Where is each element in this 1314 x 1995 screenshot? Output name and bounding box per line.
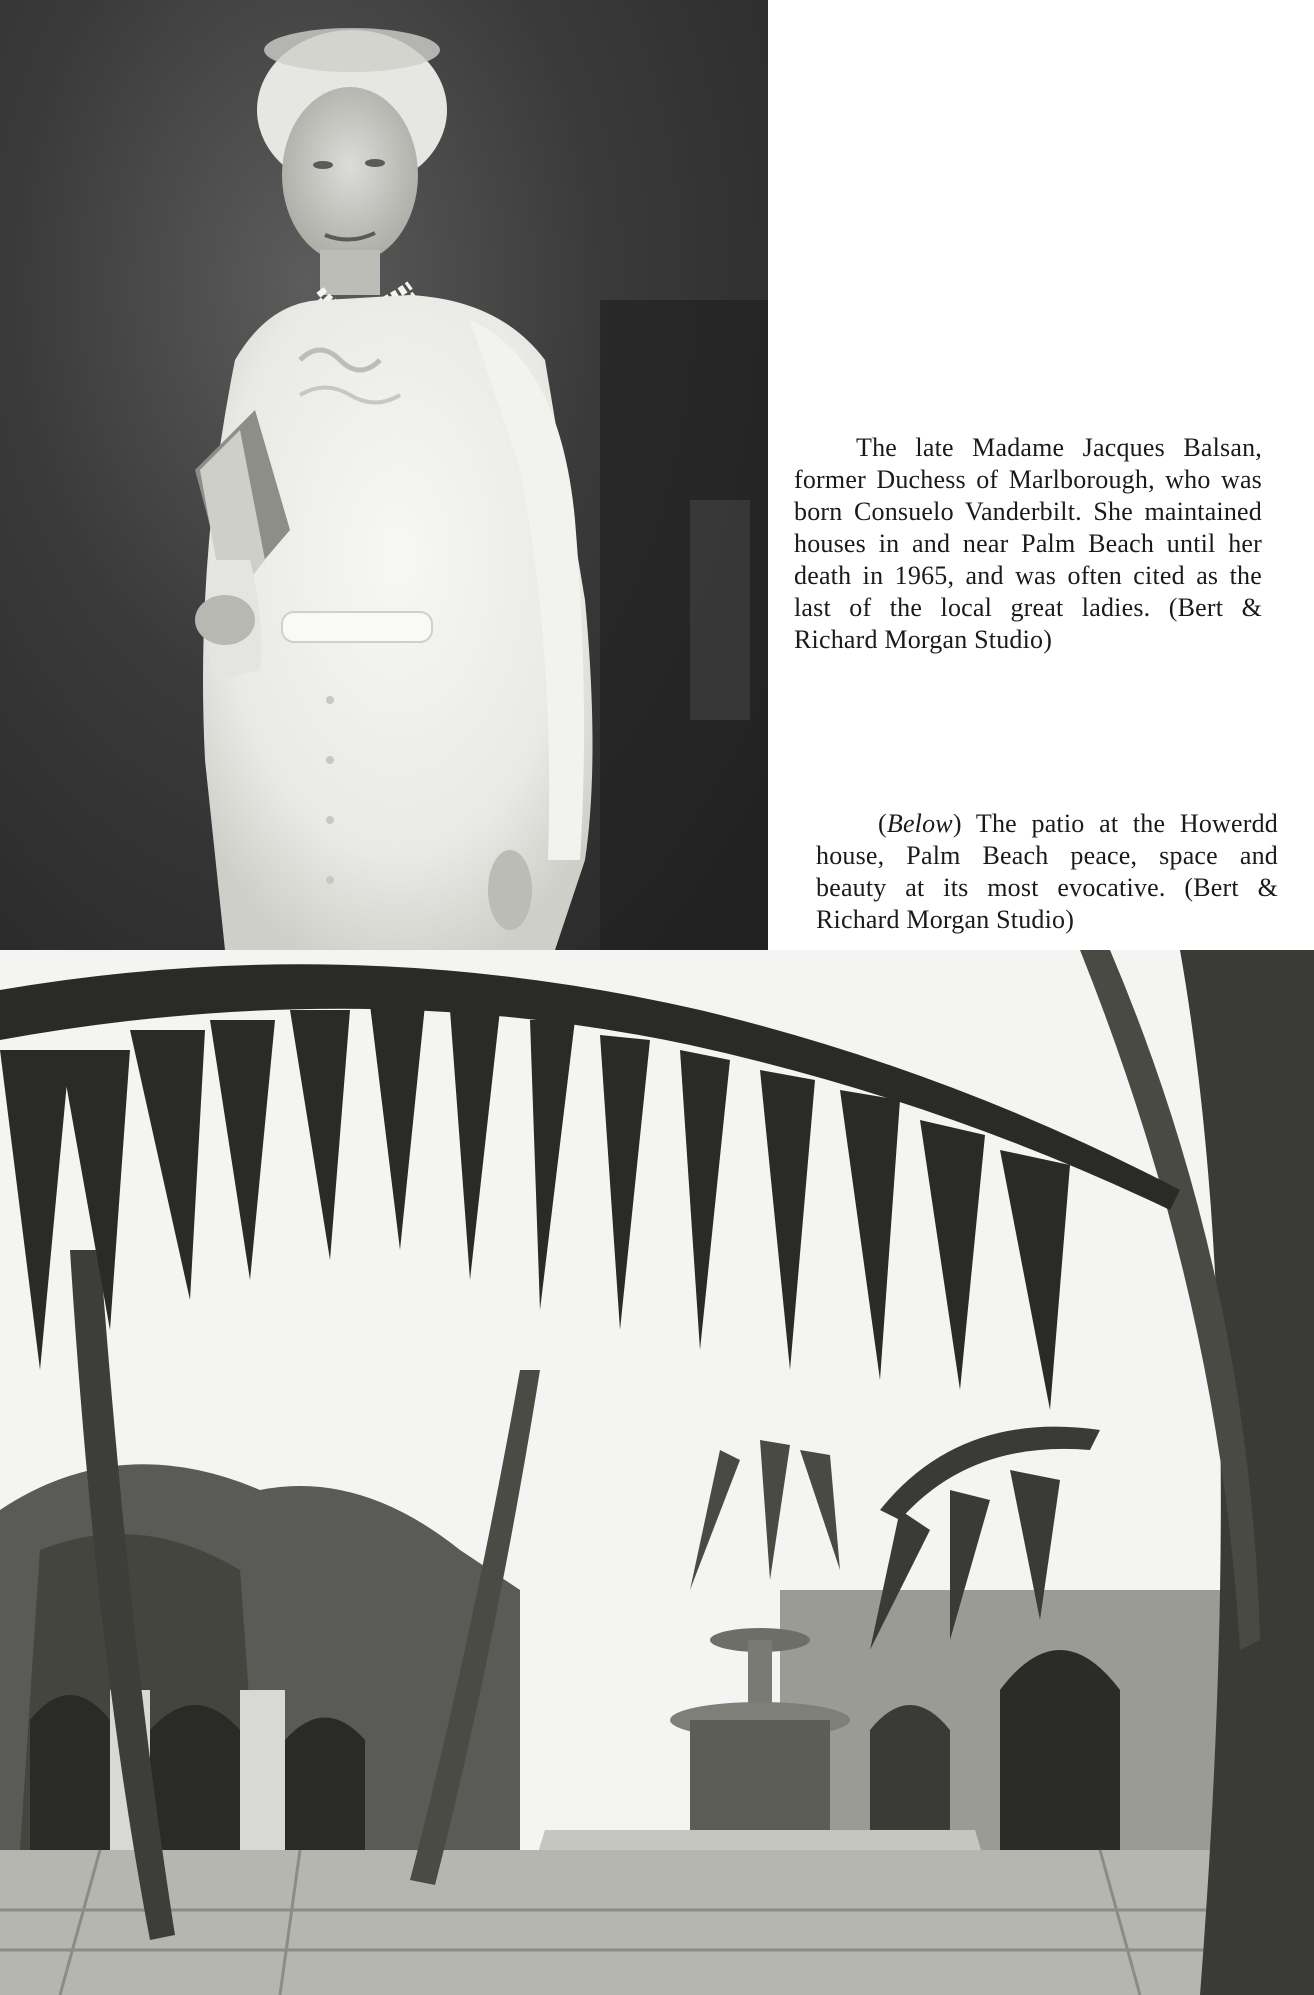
patio-caption-paragraph <box>816 808 1278 936</box>
portrait-photo-drawing <box>0 0 768 950</box>
patio-caption <box>816 808 1278 936</box>
portrait-caption-text: The late Madame Jacques Balsan, former Duchess of Marlborough, who was born Consuelo Vanderbilt. She maintained houses in and near Palm Beach until her death in 1965, and was often cited as the last of the local great ladies. (Bert & Richard Morgan Studio) <box>794 433 1262 654</box>
portrait-caption <box>794 432 1262 656</box>
portrait-photo <box>0 0 768 950</box>
patio-caption-text: ) The patio at the Howerdd house, Palm Beach peace, space and beauty at its most evocative. (Bert & Richard Morgan Studio) <box>816 809 1278 934</box>
patio-caption-italic: Below <box>886 809 953 838</box>
patio-photo <box>0 950 1314 1995</box>
patio-caption-open-paren: ( <box>878 809 887 838</box>
patio-photo-drawing <box>0 950 1314 1995</box>
